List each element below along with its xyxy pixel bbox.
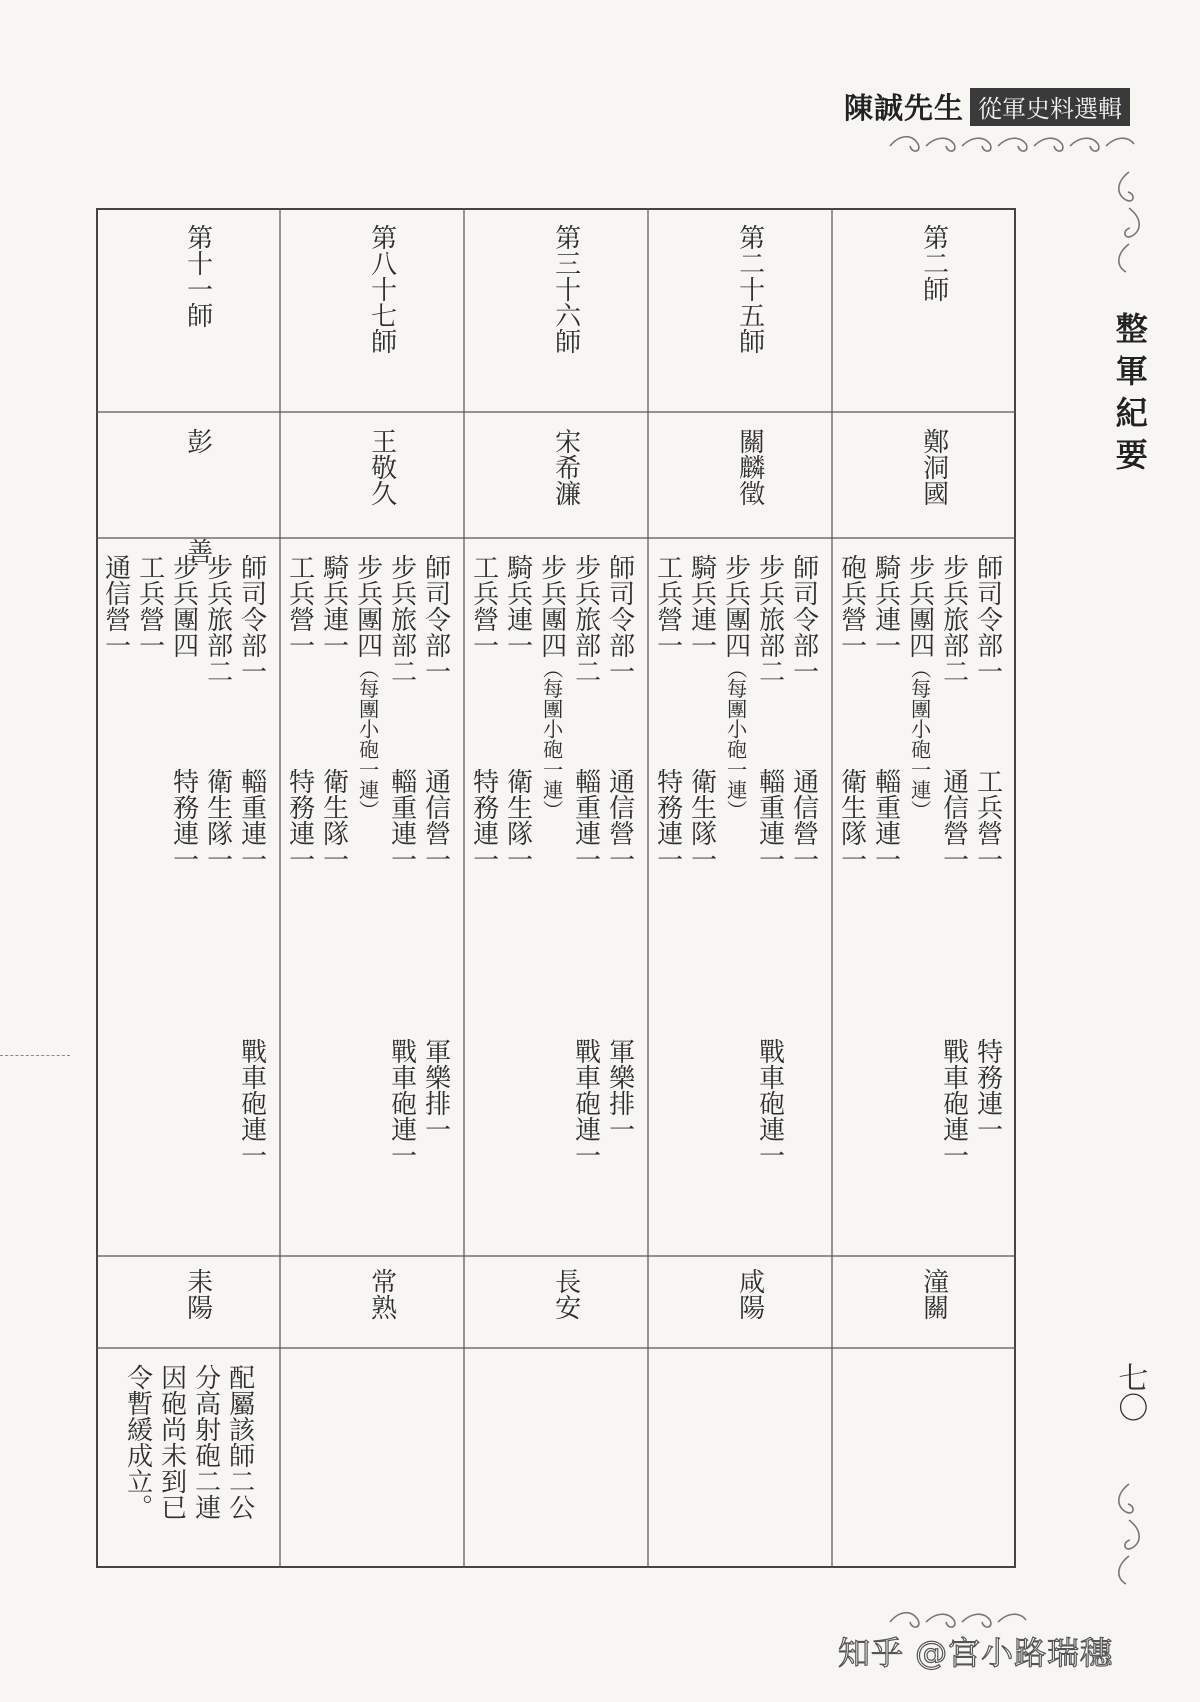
unit-list-entry: 工兵營一 — [972, 768, 1003, 872]
unit-list-entry: 輜重連一 — [570, 768, 601, 872]
location: 潼關 — [918, 1268, 949, 1320]
unit-list-entry: 特務連一 — [168, 768, 199, 872]
page-number: 七〇 — [1112, 1362, 1148, 1422]
unit-list-entry: 師司令部一 — [604, 554, 635, 684]
unit-list-entry: 戰車砲連一 — [236, 1038, 267, 1168]
unit-list-entry: 衛生隊一 — [318, 768, 349, 872]
unit-list-entry: 步兵旅部二 — [754, 554, 785, 684]
unit-list-entry: 衛生隊一 — [502, 768, 533, 872]
unit-list-entry: 通信營一 — [604, 768, 635, 872]
unit-name: 第十一師 — [182, 224, 213, 328]
unit-list-entry: 戰車砲連一 — [570, 1038, 601, 1168]
unit-list-entry: 步兵旅部二 — [202, 554, 233, 684]
unit-list-entry: 步兵團四（每團小砲一連） — [720, 554, 751, 821]
unit-list-entry: 特務連一 — [972, 1038, 1003, 1142]
unit-list-entry: 工兵營一 — [284, 554, 315, 658]
unit-name: 第二師 — [918, 224, 949, 302]
unit-list-entry: 輜重連一 — [236, 768, 267, 872]
scan-mark — [0, 1055, 70, 1056]
unit-list-entry: 通信營一 — [100, 554, 131, 658]
unit-list-entry: 騎兵連一 — [502, 554, 533, 658]
unit-list-entry: 衛生隊一 — [202, 768, 233, 872]
remark-line: 配屬該師二公 — [224, 1364, 255, 1520]
page-header — [844, 86, 1130, 127]
unit-list-entry: 工兵營一 — [134, 554, 165, 658]
unit-list-entry: 步兵旅部二 — [938, 554, 969, 684]
unit-list-entry: 師司令部一 — [236, 554, 267, 684]
location: 咸陽 — [734, 1268, 765, 1320]
unit-list-entry: 步兵團四（每團小砲一連） — [904, 554, 935, 821]
remark-line: 因砲尚未到已 — [156, 1364, 187, 1520]
unit-list-entry: 步兵團四 — [168, 554, 199, 658]
unit-list-entry: 軍樂排一 — [604, 1038, 635, 1142]
watermark-text: 知乎 @宫小路瑞穗 — [838, 1634, 1114, 1672]
unit-list-entry: 輜重連一 — [386, 768, 417, 872]
unit-list-entry: 師司令部一 — [972, 554, 1003, 684]
top-ornament — [886, 132, 1138, 160]
unit-list-entry: 戰車砲連一 — [754, 1038, 785, 1168]
location: 耒陽 — [182, 1268, 213, 1320]
unit-list-entry: 步兵旅部二 — [386, 554, 417, 684]
unit-list-entry: 通信營一 — [788, 768, 819, 872]
commander-name: 彭 善 — [182, 428, 213, 572]
commander-name: 王敬久 — [366, 428, 397, 506]
location: 長安 — [550, 1268, 581, 1320]
unit-list-entry: 師司令部一 — [788, 554, 819, 684]
unit-list-entry: 戰車砲連一 — [386, 1038, 417, 1168]
unit-list-entry: 特務連一 — [284, 768, 315, 872]
side-ornament-bottom — [1112, 1480, 1146, 1590]
unit-list-entry: 特務連一 — [468, 768, 499, 872]
unit-list-entry: 工兵營一 — [468, 554, 499, 658]
unit-list-entry: 衛生隊一 — [836, 768, 867, 872]
unit-name: 第三十六師 — [550, 224, 581, 354]
remark-line: 令暫緩成立。 — [122, 1364, 153, 1520]
unit-list-entry: 工兵營一 — [652, 554, 683, 658]
unit-list-entry: 步兵團四（每團小砲一連） — [352, 554, 383, 821]
unit-list-entry: 騎兵連一 — [870, 554, 901, 658]
unit-list-entry: 步兵旅部二 — [570, 554, 601, 684]
commander-name: 關麟徵 — [734, 428, 765, 506]
location: 常熟 — [366, 1268, 397, 1320]
remark-line: 分高射砲二連 — [190, 1364, 221, 1520]
unit-list-entry: 步兵團四（每團小砲一連） — [536, 554, 567, 821]
side-ornament-top — [1112, 168, 1146, 278]
unit-name: 第二十五師 — [734, 224, 765, 354]
unit-list-entry: 砲兵營一 — [836, 554, 867, 658]
unit-name: 第八十七師 — [366, 224, 397, 354]
unit-list-entry: 輜重連一 — [870, 768, 901, 872]
unit-list-entry: 騎兵連一 — [318, 554, 349, 658]
unit-list-entry: 通信營一 — [420, 768, 451, 872]
unit-list-entry: 戰車砲連一 — [938, 1038, 969, 1168]
commander-name: 鄭洞國 — [918, 428, 949, 506]
series-title: 從軍史料選輯 — [970, 88, 1130, 126]
chapter-title: 整軍紀要 — [1110, 312, 1149, 480]
commander-name: 宋希濂 — [550, 428, 581, 506]
division-table — [96, 208, 1016, 1568]
unit-list-entry: 師司令部一 — [420, 554, 451, 684]
unit-list-entry: 特務連一 — [652, 768, 683, 872]
unit-list-entry: 衛生隊一 — [686, 768, 717, 872]
unit-list-entry: 軍樂排一 — [420, 1038, 451, 1142]
author-name: 陳誠先生 — [843, 91, 964, 125]
unit-list-entry: 通信營一 — [938, 768, 969, 872]
unit-list-entry: 騎兵連一 — [686, 554, 717, 658]
unit-list-entry: 輜重連一 — [754, 768, 785, 872]
